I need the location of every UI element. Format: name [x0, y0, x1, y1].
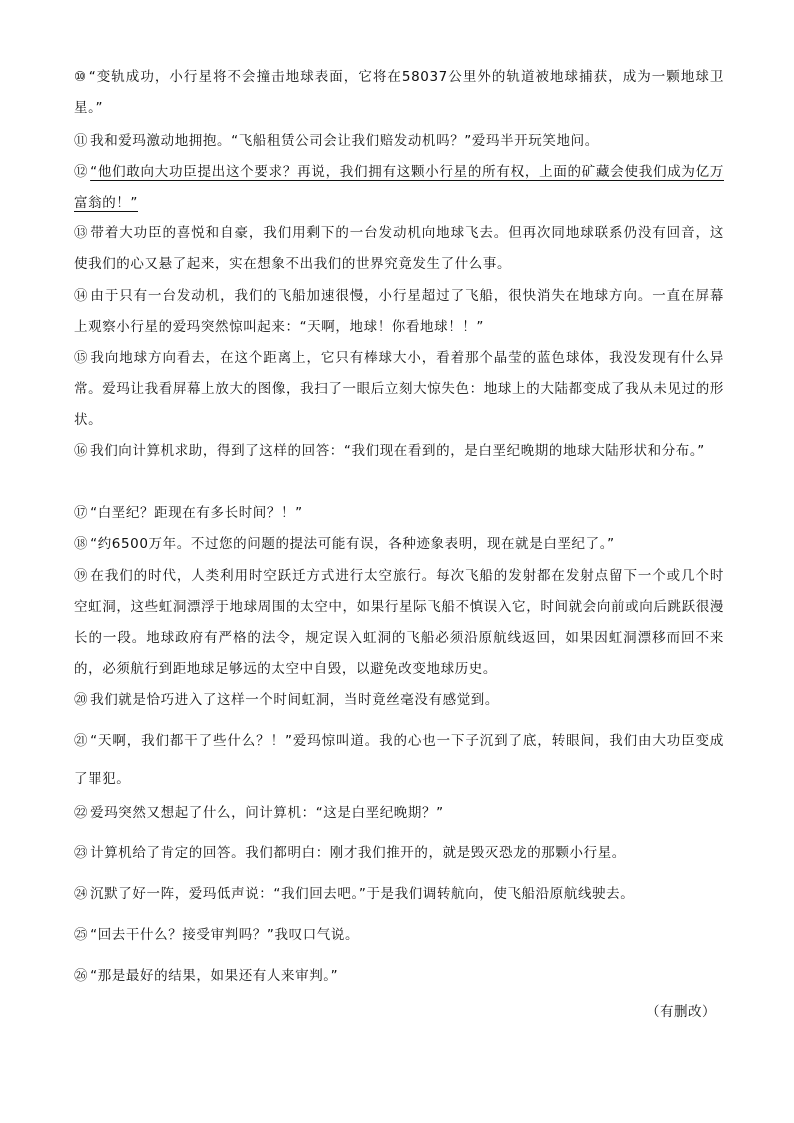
paragraph-number: ⑰: [74, 505, 89, 521]
paragraph-13: [74, 218, 724, 280]
paragraph-11: [74, 126, 724, 157]
paragraph-25: [74, 920, 724, 951]
paragraph-text: “回去干什么？接受审判吗？”我叹口气说。: [90, 927, 360, 943]
paragraph-text: 计算机给了肯定的回答。我们都明白：刚才我们推开的，就是毁灭恐龙的那颗小行星。: [90, 845, 626, 861]
paragraph-text: 我们向计算机求助，得到了这样的回答：“我们现在看到的，是白垩纪晚期的地球大陆形状和分布。”: [90, 443, 705, 459]
paragraph-number: ⑯: [74, 443, 89, 459]
paragraph-22: [74, 798, 724, 829]
paragraph-19: [74, 561, 724, 685]
paragraph-number: ⑭: [74, 288, 89, 304]
paragraph-number: ㉕: [74, 927, 89, 943]
paragraph-text: 我和爱玛激动地拥抱。“飞船租赁公司会让我们赔发动机吗？”爱玛半开玩笑地问。: [90, 133, 599, 149]
paragraph-number: ⑲: [74, 568, 89, 584]
paragraph-14: [74, 281, 724, 343]
paragraph-text: 带着大功臣的喜悦和自豪，我们用剩下的一台发动机向地球飞去。但再次同地球联系仍没有回音，这使我们的心又悬了起来，实在想象不出我们的世界究竟发生了什么事。: [74, 225, 724, 272]
paragraph-23: [74, 838, 724, 869]
paragraph-text: “变轨成功，小行星将不会撞击地球表面，它将在58037公里外的轨道被地球捕获，成为一颗地球卫星。”: [74, 69, 724, 116]
paragraph-12-underlined: [74, 157, 724, 219]
paragraph-text: 在我们的时代，人类利用时空跃迁方式进行太空旅行。每次飞船的发射都在发射点留下一个或几个时空虹洞，这些虹洞漂浮于地球周围的太空中，如果行星际飞船不慎误入它，时间就会向前或向后跳跃很漫长的一段。地球政府有严格的法令，规定误入虹洞的飞船必须沿原航线返回，如果因虹洞漂移而回不来的，必须航行到距地球足够远的太空中自毁，以避免改变地球历史。: [74, 568, 724, 677]
paragraph-20: [74, 685, 724, 716]
paragraph-number: ⑬: [74, 225, 89, 241]
paragraph-18: [74, 529, 724, 560]
paragraph-number: ㉖: [74, 968, 89, 984]
paragraph-number: ⑮: [74, 350, 89, 366]
paragraph-number: ⑫: [74, 164, 89, 180]
paragraph-number: ㉔: [74, 886, 89, 902]
paragraph-text: “他们敢向大功臣提出这个要求？再说，我们拥有这颗小行星的所有权，上面的矿藏会使我们成为亿万富翁的！”: [74, 164, 724, 211]
paragraph-number: ⑳: [74, 692, 89, 708]
paragraph-15: [74, 343, 724, 436]
paragraph-24: [74, 879, 724, 910]
paragraph-text: 我们就是恰巧进入了这样一个时间虹洞，当时竟丝毫没有感觉到。: [90, 692, 500, 708]
paragraph-text: “约6500万年。不过您的问题的提法可能有误，各种迹象表明，现在就是白垩纪了。”: [90, 536, 615, 552]
paragraph-26: [74, 961, 724, 992]
paragraph-text: “白垩纪？距现在有多长时间？！”: [90, 505, 303, 521]
paragraph-number: ⑩: [74, 69, 87, 85]
paragraph-10: [74, 62, 724, 124]
paragraph-number: ㉒: [74, 805, 89, 821]
paragraph-number: ⑱: [74, 536, 89, 552]
paragraph-number: ㉓: [74, 845, 89, 861]
paragraph-text: 爱玛突然又想起了什么，问计算机：“这是白垩纪晚期？”: [90, 805, 444, 821]
paragraph-text: 由于只有一台发动机，我们的飞船加速很慢，小行星超过了飞船，很快消失在地球方向。一直在屏幕上观察小行星的爱玛突然惊叫起来：“天啊，地球！你看地球！！”: [74, 288, 724, 335]
paragraph-text: 我向地球方向看去，在这个距离上，它只有棒球大小，看着那个晶莹的蓝色球体，我没发现有什么异常。爱玛让我看屏幕上放大的图像，我扫了一眼后立刻大惊失色：地球上的大陆都变成了我从未见过的形状。: [74, 350, 724, 428]
edited-note: （有删改）: [646, 1004, 716, 1020]
paragraph-21: [74, 722, 724, 798]
paragraph-16: [74, 436, 724, 467]
paragraph-number: ⑪: [74, 133, 89, 149]
paragraph-number: ㉑: [74, 733, 89, 749]
paragraph-text: “天啊，我们都干了些什么？！”爱玛惊叫道。我的心也一下子沉到了底，转眼间，我们由大功臣变成了罪犯。: [74, 733, 724, 787]
paragraph-text: “那是最好的结果，如果还有人来审判。”: [90, 968, 339, 984]
paragraph-17: [74, 498, 724, 529]
paragraph-text: 沉默了好一阵，爱玛低声说：“我们回去吧。”于是我们调转航向，使飞船沿原航线驶去。: [90, 886, 635, 902]
